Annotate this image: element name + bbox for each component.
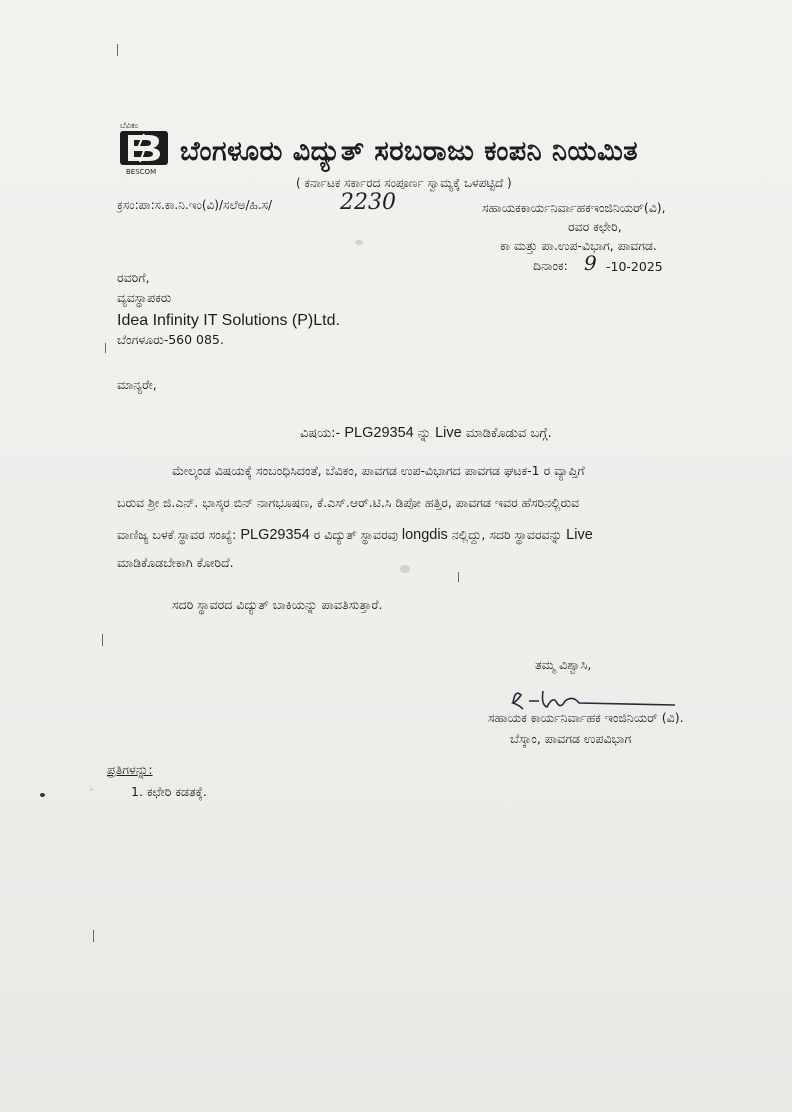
body-line-3-a: ವಾಣಿಜ್ಯ ಬಳಕೆ ಸ್ಥಾವರ ಸಂಖ್ಯೆ: [117,527,241,542]
subject-mid: ನ್ನು [413,426,436,441]
body-live-text: Live [566,527,593,543]
subject-suffix: ಮಾಡಿಕೊಡುವ ಬಗ್ಗೆ. [461,426,552,441]
date-label: ದಿನಾಂಕ: [533,258,568,273]
subject-live: Live [435,425,462,441]
reference-label: ಕ್ರಸಂ:ಪಾ:ಸ.ಕಾ.ನಿ.ಇಂ(ವಿ)/ಸಲೆಅ/ಹಿ.ಸ/ [117,198,273,212]
closing-yours: ತಮ್ಮ ವಿಶ್ವಾಸಿ, [535,657,592,672]
installation-code: PLG29354 [240,527,310,543]
scan-mark [105,343,106,353]
svg-text:ಬೆವಿಕಂ: ಬೆವಿಕಂ [120,121,139,130]
svg-text:BESCOM: BESCOM [126,168,157,176]
scan-dot [90,788,93,791]
longdis-text: longdis [401,527,448,543]
body-line-2: ಬರುವ ಶ್ರೀ ಜಿ.ಎನ್. ಭಾಸ್ಕರ ಬಿನ್ ನಾಗಭೂಷಣ, ಕೆ.ಎಸ್.ಆರ್.ಟಿ.ಸಿ ಡಿಪೋ ಹತ್ತಿರ, ಪಾವಗಡ ಇವರ ಹೆಸರಿನಲ್ಲಿರುವ [117,495,580,510]
scan-dot [355,240,363,245]
scan-dot [40,793,45,797]
sender-office: ರವರ ಕಛೇರಿ, [568,219,622,234]
scan-dot [400,565,410,573]
date-day: 9 [584,251,597,275]
bescom-logo [118,120,170,176]
sender-division: ಕಾ ಮತ್ತು ಪಾ.ಉಪ-ವಿಭಾಗ, ಪಾವಗಡ. [500,238,657,253]
date-month-year: -10-2025 [606,259,663,274]
organization-name: ಬೆಂಗಳೂರು ವಿದ್ಯುತ್ ಸರಬರಾಜು ಕಂಪನಿ ನಿಯಮಿತ [180,136,639,167]
scan-mark [458,572,459,582]
copies-item: 1. ಕಛೇರಿ ಕಡತಕ್ಕೆ. [131,784,207,799]
body-line-1: ಮೇಲ್ಕಂಡ ವಿಷಯಕ್ಕೆ ಸಂಬಂಧಿಸಿದಂತೆ, ಬೆವಿಕಂ, ಪಾವಗಡ ಉಪ-ವಿಭಾಗದ ಪಾವಗಡ ಘಟಕ-1 ರ ವ್ಯಾಪ್ತಿಗೆ [172,463,585,478]
closing-office: ಬೆಸ್ಕಾಂ, ಪಾವಗಡ ಉಪವಿಭಾಗ [510,731,632,746]
body-line-3-b: ರ ವಿದ್ಯುತ್ ಸ್ಥಾವರವು [309,527,402,542]
recipient-title: ವ್ಯವಸ್ಥಾಪಕರು [117,290,172,305]
closing-designation: ಸಹಾಯಕ ಕಾರ್ಯನಿರ್ವಾಹಕ ಇಂಜಿನಿಯರ್ (ವಿ). [488,710,684,725]
body-line-3-c: ನಲ್ಲಿದ್ದು, ಸದರಿ ಸ್ಥಾವರವನ್ನು [447,527,567,542]
scan-mark [102,634,103,646]
subject-prefix: ವಿಷಯ:- [300,426,345,441]
subject-code: PLG29354 [344,425,414,441]
body-line-3 [117,527,593,543]
recipient-to: ರವರಿಗೆ, [117,270,150,285]
salutation: ಮಾನ್ಯರೇ, [117,377,157,392]
scan-mark [93,930,94,942]
recipient-city: ಬೆಂಗಳೂರು-560 085. [117,332,224,347]
scan-mark [117,44,118,56]
body-line-4: ಮಾಡಿಕೊಡಬೇಕಾಗಿ ಕೋರಿದೆ. [117,555,234,570]
organization-subtitle: ( ಕರ್ನಾಟಕ ಸರ್ಕಾರದ ಸಂಪೂರ್ಣ ಸ್ವಾಮ್ಯಕ್ಕೆ ಒಳಪಟ್ಟಿದೆ ) [296,176,512,190]
body-line-5: ಸದರಿ ಸ್ಥಾವರದ ವಿದ್ಯುತ್ ಬಾಕಿಯನ್ನು ಪಾವತಿಸುತ್ತಾರೆ. [172,597,383,612]
recipient-company: Idea Infinity IT Solutions (P)Ltd. [117,312,340,329]
reference-number: 2230 [340,190,396,215]
copies-heading: ಪ್ರತಿಗಳನ್ನು: [107,762,153,777]
sender-designation: ಸಹಾಯಕಕಾರ್ಯನಿರ್ವಾಹಕಇಂಜಿನಿಯರ್(ವಿ), [482,200,666,215]
subject-line [300,425,552,441]
